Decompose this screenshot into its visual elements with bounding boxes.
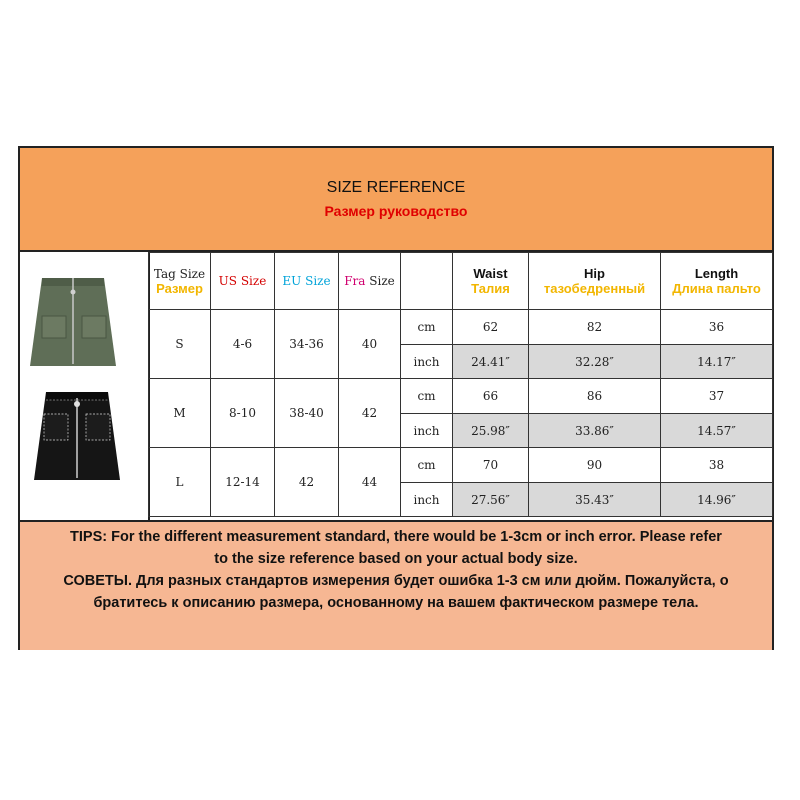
unit-cell: inch: [401, 345, 453, 379]
length-cell: 37: [661, 379, 773, 414]
table-row: [149, 310, 773, 345]
waist-cell: 27.56″: [453, 483, 529, 517]
hip-cell: 82: [529, 310, 661, 345]
tips-section: [20, 520, 772, 650]
hip-cell: 35.43″: [529, 483, 661, 517]
col-waist: Waist Талия: [453, 253, 529, 310]
green-skirt-image: [30, 278, 116, 366]
hip-cell: 86: [529, 379, 661, 414]
waist-cell: 25.98″: [453, 414, 529, 448]
length-cell: 14.96″: [661, 483, 773, 517]
col-eu-size: EU Size: [275, 253, 339, 310]
chart-subtitle: Размер руководство: [324, 203, 468, 219]
length-cell: 14.57″: [661, 414, 773, 448]
size-chart: [18, 146, 774, 650]
waist-cell: 24.41″: [453, 345, 529, 379]
col-fra-size: Fra Size: [339, 253, 401, 310]
us-size-cell: 8-10: [211, 379, 275, 448]
eu-size-cell: 38-40: [275, 379, 339, 448]
waist-cell: 66: [453, 379, 529, 414]
col-unit: [401, 253, 453, 310]
waist-cell: 70: [453, 448, 529, 483]
unit-cell: inch: [401, 483, 453, 517]
unit-cell: inch: [401, 414, 453, 448]
tips-line-3: СОВЕТЫ. Для разных стандартов измерения будет ошибка 1-3 см или дюйм. Пожалуйста, о: [63, 573, 729, 589]
fra-size-cell: 40: [339, 310, 401, 379]
col-us-size: US Size: [211, 253, 275, 310]
table-row: [149, 448, 773, 483]
table-row: [149, 379, 773, 414]
size-table: [148, 252, 773, 517]
header-row: [149, 253, 773, 310]
col-hip: Hip тазобедренный: [529, 253, 661, 310]
tag-size-cell: L: [149, 448, 211, 517]
unit-cell: cm: [401, 379, 453, 414]
tips-line-4: братитесь к описанию размера, основанному на вашем фактическом размере тела.: [93, 595, 699, 611]
hip-cell: 33.86″: [529, 414, 661, 448]
col-tag-size: Tag Size Размер: [149, 253, 211, 310]
product-images: [20, 252, 148, 520]
length-cell: 36: [661, 310, 773, 345]
waist-cell: 62: [453, 310, 529, 345]
fra-size-cell: 42: [339, 379, 401, 448]
tag-size-cell: S: [149, 310, 211, 379]
product-image-cell: [20, 252, 150, 520]
unit-cell: cm: [401, 448, 453, 483]
chart-header: [20, 148, 772, 252]
chart-title: SIZE REFERENCE: [326, 179, 466, 196]
eu-size-cell: 42: [275, 448, 339, 517]
tips-line-1: TIPS: For the different measurement standard, there would be 1-3cm or inch error. Please refer: [70, 529, 722, 545]
tips-line-2: to the size reference based on your actual body size.: [214, 551, 578, 567]
us-size-cell: 12-14: [211, 448, 275, 517]
us-size-cell: 4-6: [211, 310, 275, 379]
length-cell: 38: [661, 448, 773, 483]
unit-cell: cm: [401, 310, 453, 345]
length-cell: 14.17″: [661, 345, 773, 379]
fra-size-cell: 44: [339, 448, 401, 517]
hip-cell: 32.28″: [529, 345, 661, 379]
black-skirt-image: [34, 392, 120, 480]
tag-size-cell: M: [149, 379, 211, 448]
col-length: Length Длина пальто: [661, 253, 773, 310]
hip-cell: 90: [529, 448, 661, 483]
eu-size-cell: 34-36: [275, 310, 339, 379]
